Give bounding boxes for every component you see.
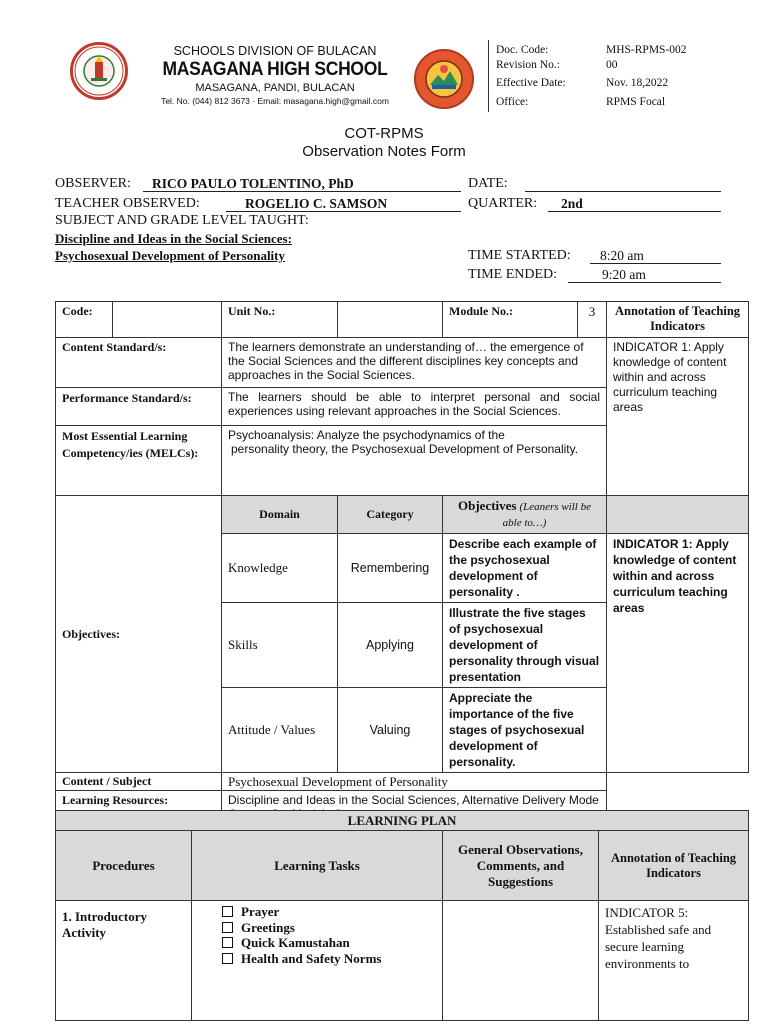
objective-category: Remembering bbox=[338, 534, 443, 603]
tasks-header: Learning Tasks bbox=[192, 831, 443, 901]
school-logo-right bbox=[414, 49, 474, 109]
melc-value[interactable] bbox=[222, 426, 607, 496]
effective-date-label: Effective Date: bbox=[496, 77, 566, 89]
module-label: Module No.: bbox=[443, 302, 578, 338]
date-line bbox=[525, 191, 721, 192]
indicator-top[interactable]: INDICATOR 1: Apply knowledge of content within and across curriculum teaching areas bbox=[607, 338, 749, 496]
division-name: SCHOOLS DIVISION OF BULACAN bbox=[173, 44, 377, 58]
annotation-header: Annotation of Teaching Indicators bbox=[607, 302, 749, 338]
content-standard-label: Content Standard/s: bbox=[56, 338, 222, 388]
content-subject-row bbox=[56, 773, 749, 791]
checkbox-icon[interactable] bbox=[222, 922, 233, 933]
learning-resources-label: Learning Resources: bbox=[56, 791, 222, 827]
task-item[interactable] bbox=[222, 904, 436, 920]
objectives-header-label: Objectives bbox=[458, 498, 517, 513]
date-label: DATE: bbox=[468, 176, 508, 191]
time-started-label: TIME STARTED: bbox=[468, 248, 571, 263]
division-seal-icon bbox=[416, 51, 472, 107]
learning-resources-value[interactable]: Discipline and Ideas in the Social Sciences, Alternative Delivery Mode bbox=[222, 791, 607, 827]
learning-plan-title-row bbox=[56, 811, 749, 831]
revision-value: 00 bbox=[606, 59, 618, 71]
revision-label: Revision No.: bbox=[496, 59, 560, 71]
effective-date-value: Nov. 18,2022 bbox=[606, 77, 669, 89]
observations-cell[interactable] bbox=[443, 901, 599, 1021]
time-started-value[interactable]: 8:20 am bbox=[600, 248, 644, 263]
domain-header: Domain bbox=[222, 496, 338, 534]
procedure-cell: 1. Introductory Activity bbox=[56, 901, 192, 1021]
melc-label: Most Essential Learning Competency/ies (MELCs): bbox=[56, 426, 222, 496]
performance-standard-value[interactable]: The learners should be able to interpret personal and social experiences using relevant approaches in the Social Sciences. bbox=[222, 388, 607, 426]
form-title: COT-RPMS bbox=[344, 125, 424, 142]
objective-text[interactable]: Appreciate the importance of the five stages of psychosexual development of personality. bbox=[443, 688, 607, 773]
task-item[interactable] bbox=[222, 951, 436, 967]
learning-plan-row bbox=[56, 901, 749, 1021]
task-label: Quick Kamustahan bbox=[241, 935, 350, 950]
content-subject-label: Content / Subject bbox=[56, 773, 222, 791]
tasks-cell bbox=[192, 901, 443, 1021]
indicator-5-cell[interactable]: INDICATOR 5: Established safe and secure learning environments to bbox=[599, 901, 749, 1021]
objectives-header-row bbox=[56, 496, 749, 534]
time-ended-value[interactable]: 9:20 am bbox=[602, 267, 646, 282]
annotation-header-2: Annotation of Teaching Indicators bbox=[599, 831, 749, 901]
form-subtitle: Observation Notes Form bbox=[302, 143, 466, 160]
office-value: RPMS Focal bbox=[606, 96, 666, 108]
school-address: MASAGANA, PANDI, BULACAN bbox=[195, 82, 355, 94]
task-label: Prayer bbox=[241, 904, 280, 919]
melc-line-1: Psychoanalysis: Analyze the psychodynamics of the bbox=[228, 428, 505, 442]
checkbox-icon[interactable] bbox=[222, 953, 233, 964]
subject-line-2[interactable]: Psychosexual Development of Personality bbox=[55, 248, 286, 263]
objectives-header bbox=[443, 496, 607, 534]
doc-code-label: Doc. Code: bbox=[496, 44, 549, 56]
category-header: Category bbox=[338, 496, 443, 534]
objective-category: Valuing bbox=[338, 688, 443, 773]
objectives-header-note: (Leaners will be able to…) bbox=[502, 501, 591, 529]
checkbox-icon[interactable] bbox=[222, 906, 233, 917]
teacher-value[interactable]: ROGELIO C. SAMSON bbox=[245, 196, 388, 211]
unit-value[interactable] bbox=[338, 302, 443, 338]
content-standard-row bbox=[56, 338, 749, 388]
school-seal-icon bbox=[73, 45, 125, 97]
school-name: MASAGANA HIGH SCHOOL bbox=[162, 59, 388, 80]
code-value[interactable] bbox=[113, 302, 222, 338]
objective-domain: Knowledge bbox=[222, 534, 338, 603]
objectives-label: Objectives: bbox=[56, 496, 222, 773]
objective-domain: Skills bbox=[222, 603, 338, 688]
school-logo-left bbox=[70, 42, 128, 100]
observer-label: OBSERVER: bbox=[55, 176, 131, 191]
observations-header: General Observations, Comments, and Suggestions bbox=[443, 831, 599, 901]
performance-standard-label: Performance Standard/s: bbox=[56, 388, 222, 426]
objective-text[interactable]: Illustrate the five stages of psychosexual development of personality through visual presentation bbox=[443, 603, 607, 688]
indicator-objectives[interactable]: INDICATOR 1: Apply knowledge of content within and across curriculum teaching areas bbox=[607, 534, 749, 773]
quarter-value[interactable]: 2nd bbox=[561, 196, 583, 211]
observer-value[interactable]: RICO PAULO TOLENTINO, PhD bbox=[152, 176, 354, 191]
lesson-info-table bbox=[55, 301, 749, 827]
task-item[interactable] bbox=[222, 920, 436, 936]
procedures-header: Procedures bbox=[56, 831, 192, 901]
task-label: Greetings bbox=[241, 919, 295, 935]
code-label: Code: bbox=[56, 302, 113, 338]
objectives-annotation-header bbox=[607, 496, 749, 534]
content-standard-value[interactable]: The learners demonstrate an understanding of… the emergence of the Social Sciences and the different disciplines key concepts and approaches in the Social Sciences. bbox=[222, 338, 607, 388]
learning-plan-header-row bbox=[56, 831, 749, 901]
subject-label: SUBJECT AND GRADE LEVEL TAUGHT: bbox=[55, 213, 309, 228]
content-subject-value[interactable]: Psychosexual Development of Personality bbox=[222, 773, 607, 791]
objective-text[interactable]: Describe each example of the psychosexual development of personality . bbox=[443, 534, 607, 603]
objective-domain: Attitude / Values bbox=[222, 688, 338, 773]
objective-category: Applying bbox=[338, 603, 443, 688]
task-label: Health and Safety Norms bbox=[241, 950, 382, 966]
learning-plan-title: LEARNING PLAN bbox=[56, 811, 749, 831]
melc-line-2: personality theory, the Psychosexual Development of Personality. bbox=[231, 442, 579, 456]
school-contact: Tel. No. (044) 812 3673 · Email: masagana.high@gmail.com bbox=[161, 96, 389, 106]
subject-line-1[interactable]: Discipline and Ideas in the Social Sciences: bbox=[55, 231, 292, 246]
quarter-label: QUARTER: bbox=[468, 196, 538, 211]
doc-code-value: MHS-RPMS-002 bbox=[606, 44, 687, 56]
checkbox-icon[interactable] bbox=[222, 937, 233, 948]
code-row bbox=[56, 302, 749, 338]
module-value[interactable]: 3 bbox=[578, 302, 607, 338]
teacher-label: TEACHER OBSERVED: bbox=[55, 196, 200, 211]
task-item[interactable] bbox=[222, 935, 436, 951]
office-label: Office: bbox=[496, 96, 529, 108]
learning-plan-table bbox=[55, 810, 749, 1021]
unit-label: Unit No.: bbox=[222, 302, 338, 338]
time-ended-label: TIME ENDED: bbox=[468, 267, 558, 282]
